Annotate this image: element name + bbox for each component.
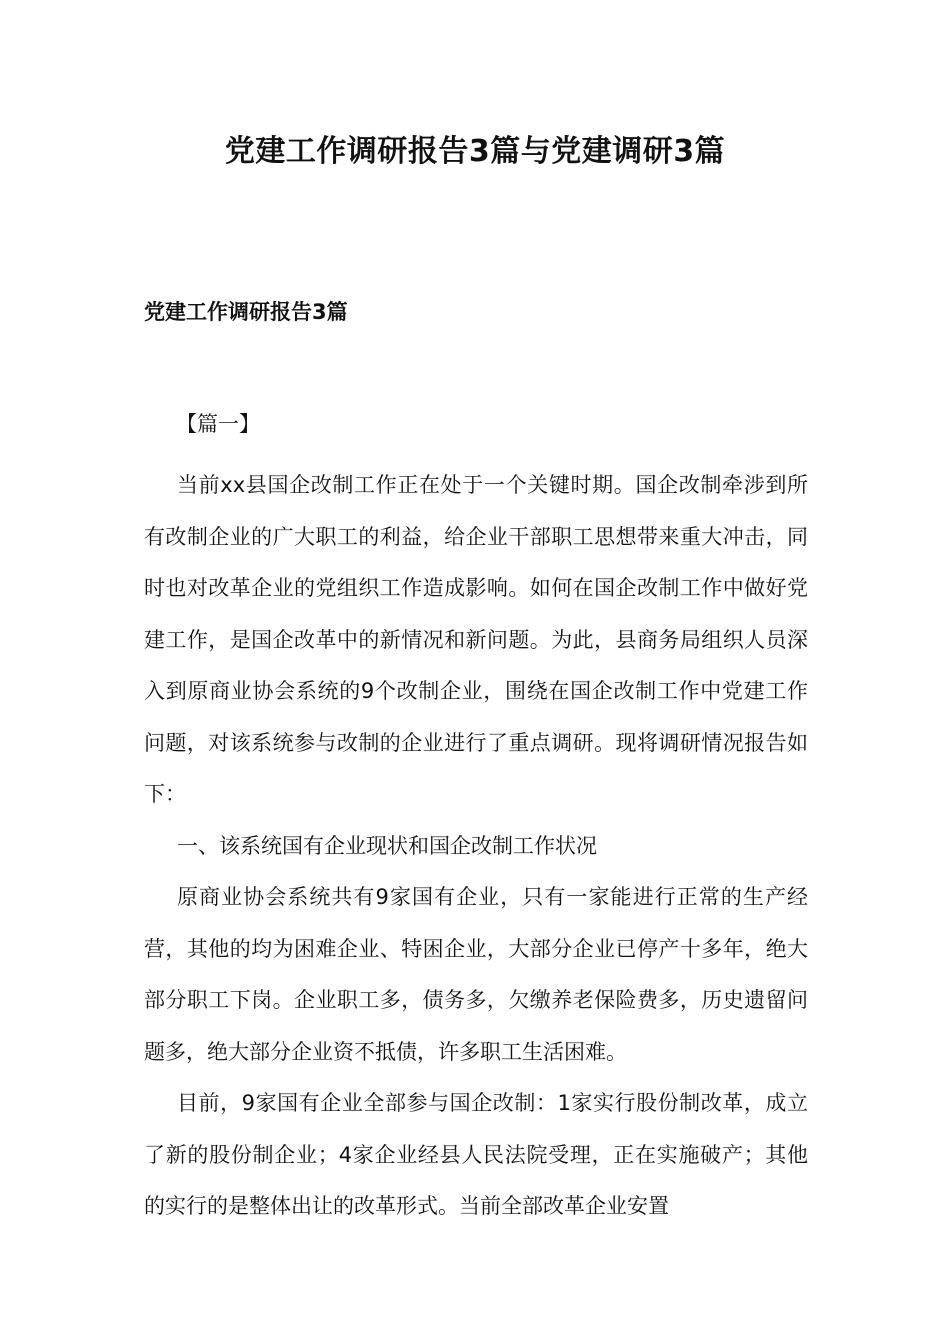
paragraph-intro: 当前xx县国企改制工作正在处于一个关键时期。国企改制牵涉到所有改制企业的广大职工的利益，给企业干部职工思想带来重大冲击，同时也对改革企业的党组织工作造成影响。如何在国企改制工作中做好党建工作，是国企改革中的新情况和新问题。为此，县商务局组织人员深入到原商业协会系统的9个改制企业，围绕在国企改制工作中党建工作问题，对该系统参与改制的企业进行了重点调研。现将调研情况报告如下： bbox=[144, 473, 808, 806]
part-label: 【篇一】 bbox=[176, 412, 260, 436]
paragraph-status: 原商业协会系统共有9家国有企业，只有一家能进行正常的生产经营，其他的均为困难企业、特困企业，大部分企业已停产十多年，绝大部分职工下岗。企业职工多，债务多，欠缴养老保险费多，历史遗留问题多，绝大部分企业资不抵债，许多职工生活困难。 bbox=[144, 885, 808, 1064]
document-title: 党建工作调研报告3篇与党建调研3篇 bbox=[224, 134, 726, 169]
paragraph-heading-1: 一、该系统国有企业现状和国企改制工作状况 bbox=[177, 833, 597, 858]
section-title: 党建工作调研报告3篇 bbox=[144, 300, 348, 324]
paragraph-current: 目前，9家国有企业全部参与国企改制：1家实行股份制改革，成立了新的股份制企业；4家企业经县人民法院受理，正在实施破产；其他的实行的是整体出让的改革形式。当前全部改革企业安置 bbox=[144, 1091, 808, 1218]
body-text bbox=[144, 460, 808, 1233]
